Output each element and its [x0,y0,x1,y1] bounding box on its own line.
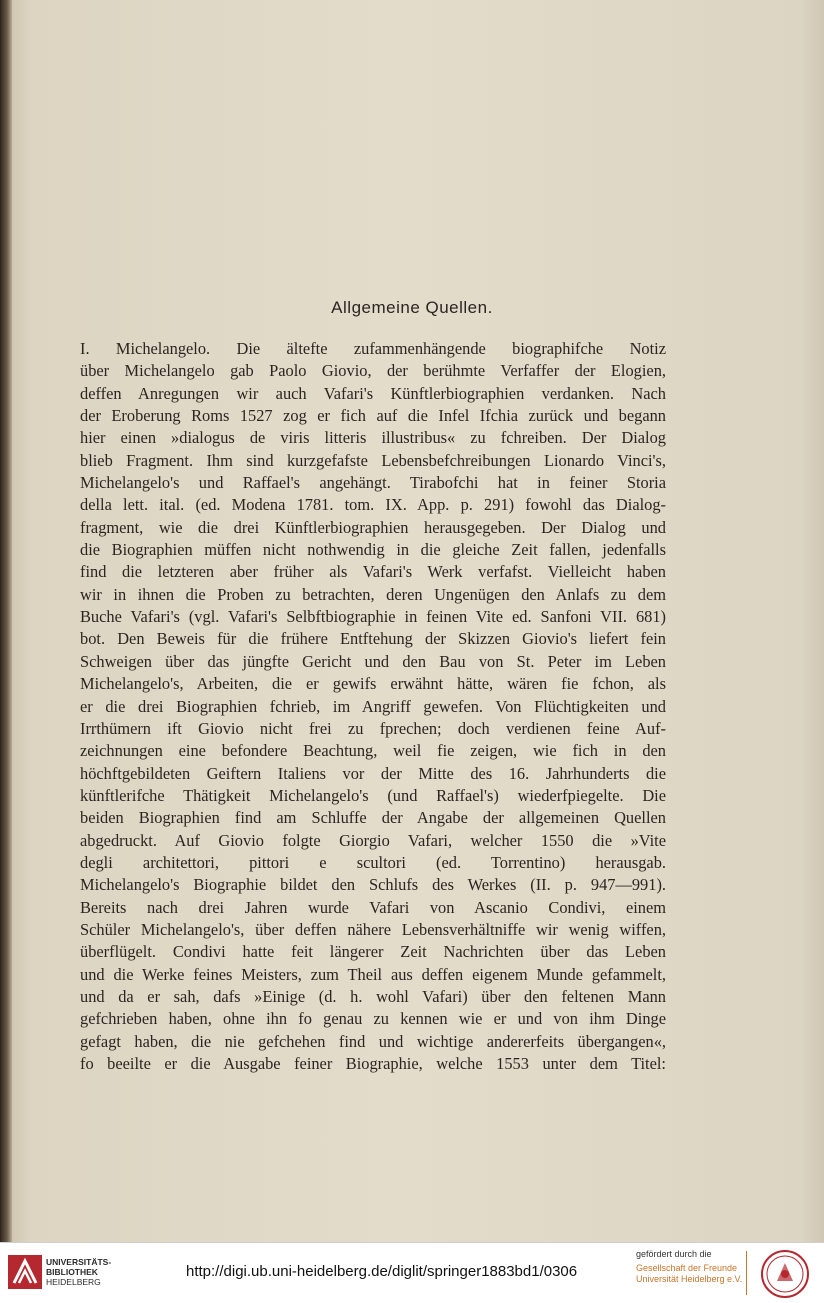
university-seal-icon [760,1249,810,1299]
text-line: überflügelt. Condivi hatte feit längerer Zeit Nachrichten über das Leben [80,942,666,962]
library-name-line: UNIVERSITÄTS- [46,1257,112,1267]
text-line: hier einen »dialogus de viris litteris illustribus« zu fchreiben. Der Dialog [80,428,666,448]
text-line: wir in ihnen die Proben zu betrachten, deren Ungenügen den Anlafs zu dem [80,584,666,604]
text-line: Schweigen über das jüngfte Gericht und den Bau von St. Peter im Leben [80,651,666,671]
section-heading: Allgemeine Quellen. [331,298,493,317]
text-line: und da er sah, dafs »Einige (d. h. wohl Vafari) über den feltenen Mann [80,986,666,1006]
text-line: Michelangelo's, Arbeiten, die er gewifs erwähnt hätte, wären fie fchon, als [80,674,666,694]
text-line: Schüler Michelangelo's, über deffen nähere Lebensverhältniffe wir wenig wiffen, [80,919,666,939]
text-line: fo beeilte er die Ausgabe feiner Biographie, welche 1553 unter dem Titel: [80,1054,666,1073]
text-line: beiden Biographien find am Schluffe der Angabe der allgemeinen Quellen [80,808,666,828]
text-line: abgedruckt. Auf Giovio folgte Giorgio Vafari, welcher 1550 die »Vite [80,830,666,850]
library-name-line: HEIDELBERG [46,1277,101,1287]
text-line: und die Werke feines Meisters, zum Theil aus deffen eigenem Munde gefammelt, [80,964,666,984]
text-line: künftlerifche Thätigkeit Michelangelo's (und Raffael's) wiederfpiegelte. Die [80,785,666,805]
text-line: über Michelangelo gab Paolo Giovio, der berühmte Verfaffer der Elogien, [80,361,666,381]
library-logo-icon [8,1255,42,1289]
book-spine-shadow [0,0,12,1242]
sponsor-name [636,1263,742,1285]
footer-bar [0,1242,824,1303]
text-line: Michelangelo's Biographie bildet den Schlufs des Werkes (II. p. 947—991). [80,875,666,895]
text-line: Buche Vafari's (vgl. Vafari's Selbftbiographie in feinen Vite ed. Sanfoni VII. 681) [80,607,666,627]
text-line: gefagt haben, die nie gefchehen find und wichtige andererfeits übergangen«, [80,1031,666,1051]
text-line: I. Michelangelo. Die ältefte zufammenhängende biographifche Notiz [80,339,666,358]
text-line: gefchrieben haben, ohne ihn fo genau zu kennen wie er und von ihm Dinge [80,1009,666,1029]
text-line: find die letzteren aber früher als Vafari's Werk verfafst. Vielleicht haben [80,562,666,582]
text-line: bot. Den Beweis für die frühere Entftehung der Skizzen Giovio's liefert fein [80,629,666,649]
text-line: der Eroberung Roms 1527 zog er fich auf die Infel Ifchia zurück und begann [80,406,666,426]
text-line: blieb Fragment. Ihm sind kurzgefafste Lebensbefchreibungen Lionardo Vinci's, [80,450,666,470]
library-name [46,1257,111,1287]
text-line: er die drei Biographien fchrieb, im Angriff gewefen. Von Flüchtigkeiten und [80,696,666,716]
text-line: della lett. ital. (ed. Modena 1781. tom. IX. App. p. 291) fowohl das Dialog- [80,495,666,515]
permalink[interactable]: http://digi.ub.uni-heidelberg.de/diglit/springer1883bd1/0306 [186,1263,578,1280]
text-line: zeichnungen eine befondere Beachtung, weil fie zeigen, wie fich in den [80,741,666,761]
text-line: degli architettori, pittori e scultori (ed. Torrentino) herausgab. [80,852,666,872]
sponsor-name-line: Universität Heidelberg e.V. [636,1274,743,1284]
text-line: die Biographien müffen nicht nothwendig in die gleiche Zeit fallen, jedenfalls [80,540,666,560]
text-line: Irrthümern ift Giovio nicht frei zu fprechen; doch verdienen feine Auf- [80,718,666,738]
library-name-line: BIBLIOTHEK [46,1267,98,1277]
text-line: fragment, wie die drei Künftlerbiographien herausgegeben. Der Dialog und [80,517,666,537]
text-line: höchftgebildeten Geiftern Italiens vor der Mitte des 16. Jahrhunderts die [80,763,666,783]
sponsor-intro: gefördert durch die [636,1249,712,1259]
body-text [80,338,666,1075]
text-line: Michelangelo's und Raffael's angehängt. Tirabofchi hat in feiner Storia [80,473,666,493]
footer-divider [746,1251,747,1295]
sponsor-name-line: Gesellschaft der Freunde [636,1263,738,1273]
text-line: deffen Anregungen wir auch Vafari's Künftlerbiographien verdanken. Nach [80,383,666,403]
text-line: Bereits nach drei Jahren wurde Vafari von Ascanio Condivi, einem [80,897,666,917]
